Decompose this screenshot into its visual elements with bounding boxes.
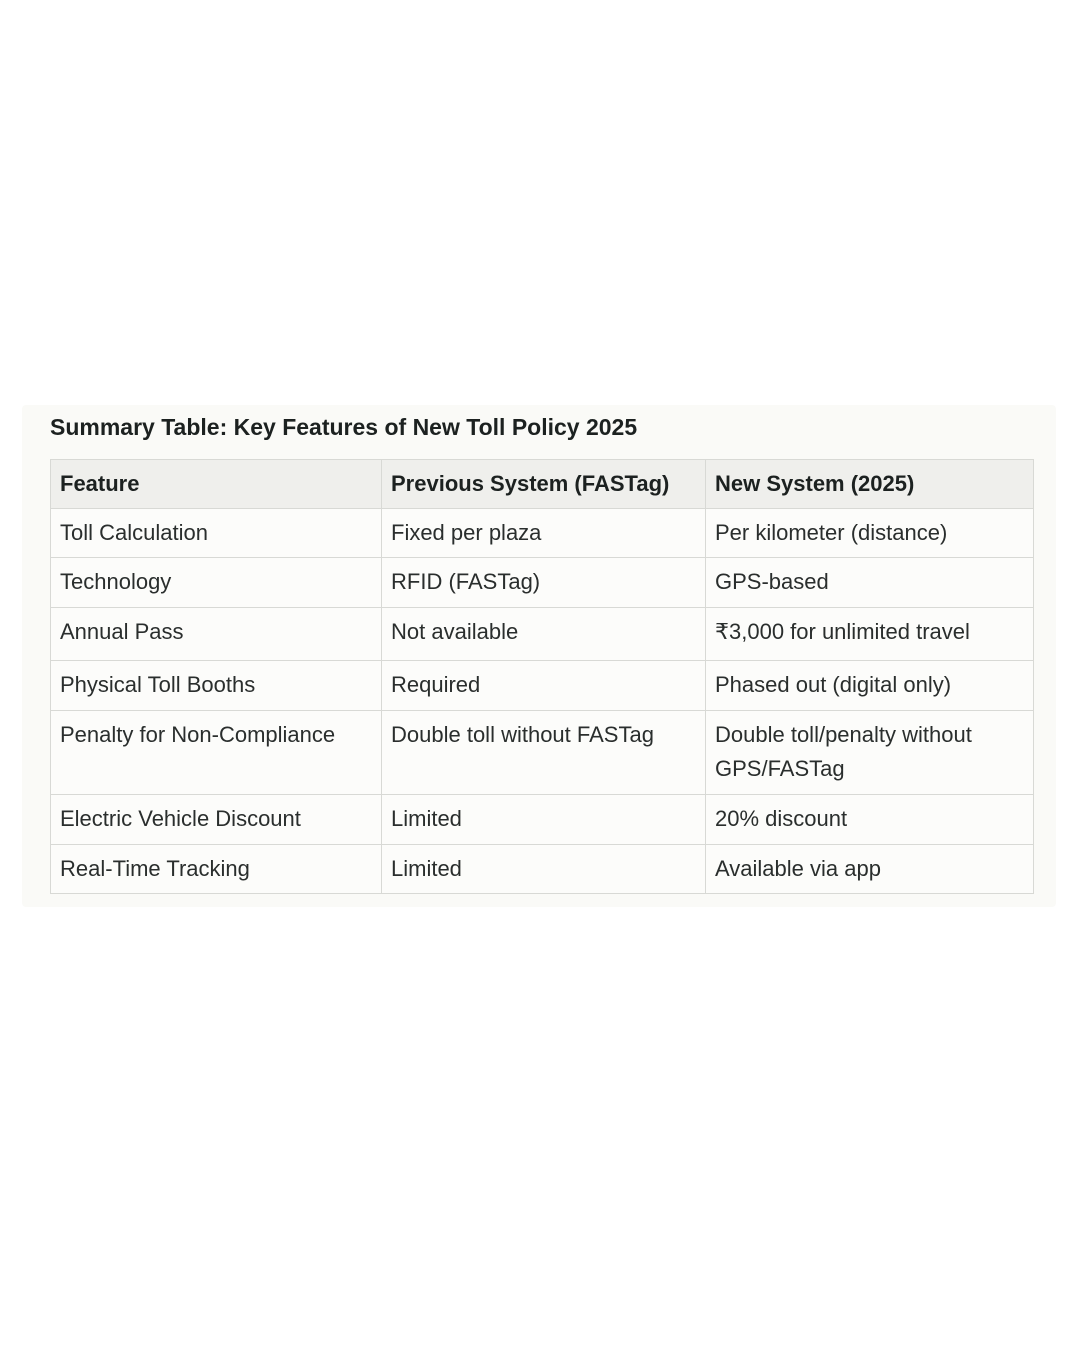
new-system-cell: GPS-based (706, 558, 1034, 608)
new-system-cell: Double toll/penalty without GPS/FASTag (706, 711, 1034, 795)
previous-system-cell: Required (382, 661, 706, 711)
header-new-system: New System (2025) (706, 460, 1034, 509)
previous-system-cell: Fixed per plaza (382, 509, 706, 558)
feature-cell: Real-Time Tracking (51, 845, 382, 894)
header-feature: Feature (51, 460, 382, 509)
table-row (51, 608, 1034, 661)
feature-cell: Penalty for Non-Compliance (51, 711, 382, 795)
feature-cell: Toll Calculation (51, 509, 382, 558)
summary-table (50, 459, 1034, 894)
previous-system-cell: Limited (382, 795, 706, 845)
new-system-cell: Available via app (706, 845, 1034, 894)
feature-cell: Electric Vehicle Discount (51, 795, 382, 845)
table-row (51, 661, 1034, 711)
table-title: Summary Table: Key Features of New Toll Policy 2025 (50, 414, 638, 440)
table-row (51, 711, 1034, 795)
header-previous-system: Previous System (FASTag) (382, 460, 706, 509)
table-row (51, 795, 1034, 845)
feature-cell: Annual Pass (51, 608, 382, 661)
feature-cell: Physical Toll Booths (51, 661, 382, 711)
new-system-cell: 20% discount (706, 795, 1034, 845)
table-row (51, 558, 1034, 608)
previous-system-cell: Limited (382, 845, 706, 894)
previous-system-cell: Double toll without FASTag (382, 711, 706, 795)
table-row (51, 509, 1034, 558)
new-system-cell: Phased out (digital only) (706, 661, 1034, 711)
table-header-row (51, 460, 1034, 509)
previous-system-cell: RFID (FASTag) (382, 558, 706, 608)
new-system-cell: ₹3,000 for unlimited travel (706, 608, 1034, 661)
previous-system-cell: Not available (382, 608, 706, 661)
feature-cell: Technology (51, 558, 382, 608)
table-row (51, 845, 1034, 894)
new-system-cell: Per kilometer (distance) (706, 509, 1034, 558)
